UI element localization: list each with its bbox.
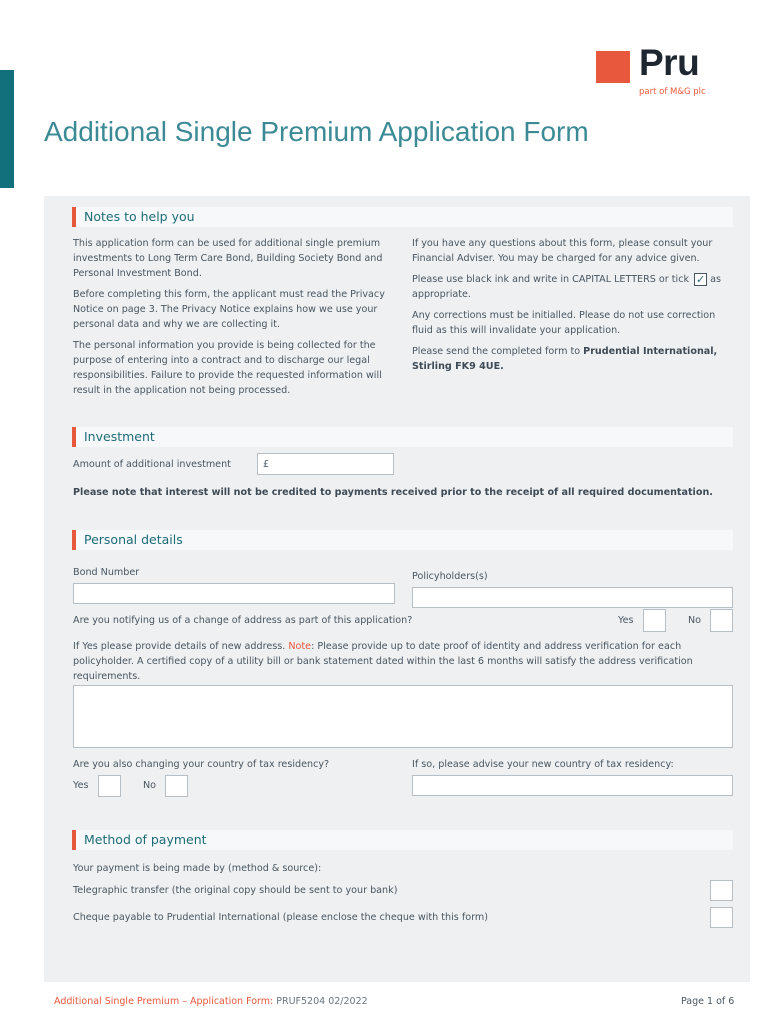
page-title: Additional Single Premium Application Form xyxy=(44,116,589,147)
notes-paragraph: If you have any questions about this form, please consult your Financial Adviser. You may be charged for any advice given. xyxy=(412,238,713,264)
notes-paragraph: Any corrections must be initialled. Please do not use correction fluid as this will invalidate your application. xyxy=(412,310,716,336)
payment-option-cheque: Cheque payable to Prudential International (please enclose the cheque with this form) xyxy=(73,912,488,923)
tax-residency-yes-label: Yes xyxy=(73,780,89,791)
cheque-checkbox[interactable] xyxy=(710,907,733,928)
address-change-no-checkbox[interactable] xyxy=(710,609,733,632)
form-code: PRUF5204 02/2022 xyxy=(276,996,368,1007)
amount-label: Amount of additional investment xyxy=(73,459,231,470)
notes-right-column xyxy=(412,236,734,380)
bond-number-input[interactable] xyxy=(73,583,395,604)
logo-tagline: part of M&G plc xyxy=(639,87,706,97)
section-payment-header xyxy=(72,830,733,850)
tick-example-icon: ✓ xyxy=(696,272,706,286)
logo-wordmark: Pru xyxy=(639,42,700,83)
bond-number-label: Bond Number xyxy=(73,567,140,578)
footer-form-reference: Additional Single Premium – Application Form: PRUF5204 02/2022 xyxy=(54,996,368,1007)
policyholders-input[interactable] xyxy=(412,587,733,608)
telegraphic-transfer-checkbox[interactable] xyxy=(710,880,733,901)
section-investment-header xyxy=(72,427,733,447)
logo-square-icon xyxy=(596,51,630,83)
left-accent-bar xyxy=(0,70,14,188)
note-label: Note xyxy=(288,641,312,652)
notes-paragraph: Please use black ink and write in CAPITAL LETTERS or tick ✓ as appropriate. xyxy=(412,272,722,300)
section-payment-title: Method of payment xyxy=(84,832,207,847)
section-investment-title: Investment xyxy=(84,429,155,444)
tax-country-input[interactable] xyxy=(412,775,733,796)
address-change-yes-checkbox[interactable] xyxy=(643,609,666,632)
address-change-yes-label: Yes xyxy=(618,615,634,626)
new-address-textarea[interactable] xyxy=(73,685,733,748)
interest-note: Please note that interest will not be credited to payments received prior to the receipt of all required documentation. xyxy=(73,487,713,498)
notes-paragraph: Before completing this form, the applicant must read the Privacy Notice on page 3. The Privacy Notice explains how we use your personal data and why we are collecting it. xyxy=(73,289,385,330)
section-personal-title: Personal details xyxy=(84,532,183,547)
section-notes-header xyxy=(72,207,733,227)
postal-address: Prudential International, Stirling FK9 4UE. xyxy=(412,346,718,372)
currency-symbol: £ xyxy=(263,459,270,470)
address-change-question: Are you notifying us of a change of address as part of this application? xyxy=(73,615,413,626)
page-number: Page 1 of 6 xyxy=(681,996,735,1007)
notes-left-column xyxy=(73,236,395,404)
address-details-instructions: If Yes please provide details of new address. Note: Please provide up to date proof of identity and address verification for each policyholder. A certified copy of a utility bill or bank statement dated within the last 6 months will satisfy the address verification requirements. xyxy=(73,641,693,682)
tax-residency-no-checkbox[interactable] xyxy=(165,775,188,797)
notes-paragraph: The personal information you provide is being collected for the purpose of entering into a contract and to discharge our legal responsibilities. Failure to provide the requested information will result in the application not being processed. xyxy=(73,340,382,396)
tax-residency-question: Are you also changing your country of tax residency? xyxy=(73,759,330,770)
address-change-no-label: No xyxy=(688,615,702,626)
payment-option-telegraphic: Telegraphic transfer (the original copy should be sent to your bank) xyxy=(73,885,398,896)
payment-intro: Your payment is being made by (method & source): xyxy=(73,863,322,874)
section-notes-title: Notes to help you xyxy=(84,209,195,224)
tax-country-label: If so, please advise your new country of tax residency: xyxy=(412,759,674,770)
section-personal-header xyxy=(72,530,733,550)
amount-input[interactable] xyxy=(257,453,394,475)
tax-residency-no-label: No xyxy=(143,780,157,791)
notes-paragraph: This application form can be used for additional single premium investments to Long Term Care Bond, Building Society Bond and Personal Investment Bond. xyxy=(73,238,383,279)
tax-residency-yes-checkbox[interactable] xyxy=(98,775,121,797)
policyholders-label: Policyholders(s) xyxy=(412,571,488,582)
notes-paragraph: Please send the completed form to Prudential International, Stirling FK9 4UE. xyxy=(412,346,718,372)
